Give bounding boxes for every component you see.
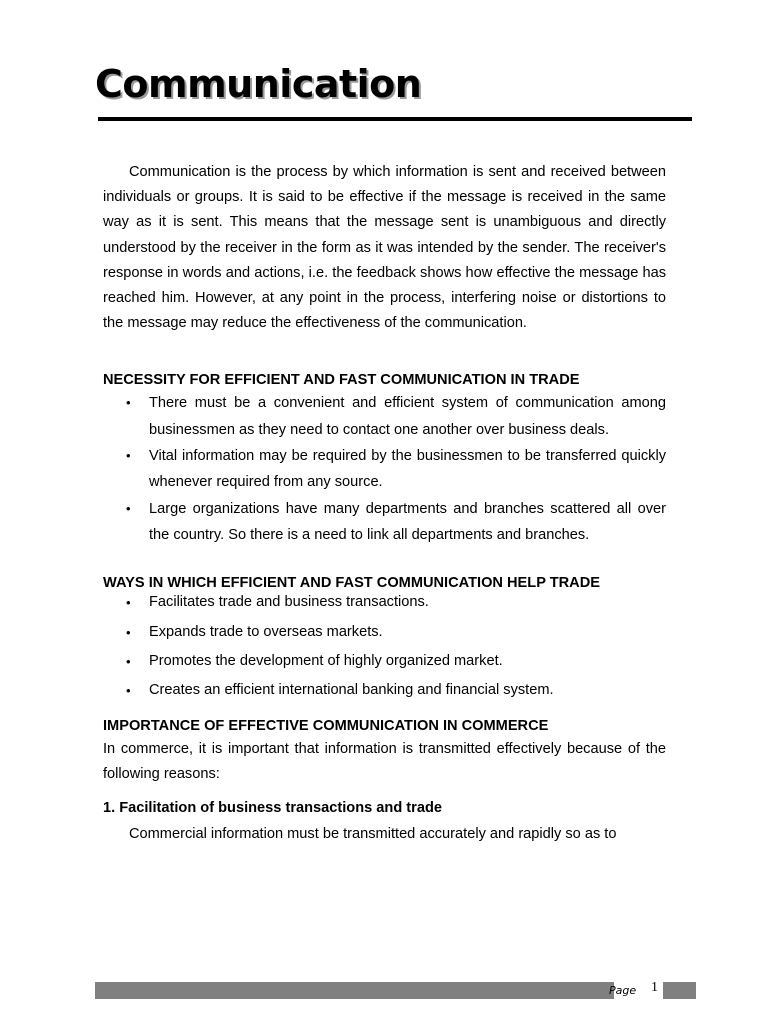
list-item (103, 681, 666, 700)
necessity-list (103, 390, 666, 548)
title-underline (98, 117, 692, 121)
importance-heading: IMPORTANCE OF EFFECTIVE COMMUNICATION IN COMMERCE (103, 718, 549, 735)
necessity-heading: NECESSITY FOR EFFICIENT AND FAST COMMUNICATION IN TRADE (103, 372, 580, 389)
facilitation-paragraph: Commercial information must be transmitted accurately and rapidly so as to (129, 826, 617, 843)
list-item (103, 496, 666, 549)
list-item-text: There must be a convenient and efficient system of communication among businessmen as they need to contact one another over business deals. (149, 395, 666, 438)
facilitation-heading: 1. Facilitation of business transactions and trade (103, 800, 442, 817)
list-item-text: Large organizations have many departments and branches scattered all over the country. So there is a need to link all departments and branches. (149, 500, 666, 543)
list-item (103, 390, 666, 443)
bullet-icon: • (126, 595, 131, 611)
document-body (103, 160, 666, 847)
page-title: Communication (95, 62, 422, 106)
list-item (103, 593, 666, 612)
importance-paragraph: In commerce, it is important that information is transmitted effectively because of the following reasons: (103, 741, 666, 783)
ways-list (103, 593, 666, 700)
list-item-text: Expands trade to overseas markets. (149, 623, 383, 640)
ways-heading: WAYS IN WHICH EFFICIENT AND FAST COMMUNICATION HELP TRADE (103, 575, 600, 592)
list-item-text: Creates an efficient international banking and financial system. (149, 682, 554, 699)
bullet-icon: • (126, 500, 131, 516)
footer-bar-end (663, 982, 696, 999)
bullet-icon: • (126, 683, 131, 699)
list-item-text: Facilitates trade and business transactions. (149, 594, 429, 611)
list-item (103, 652, 666, 671)
bullet-icon: • (126, 448, 131, 464)
bullet-icon: • (126, 653, 131, 669)
list-item-text: Promotes the development of highly organized market. (149, 652, 503, 669)
bullet-icon: • (126, 395, 131, 411)
list-item-text: Vital information may be required by the businessmen to be transferred quickly whenever required from any source. (149, 448, 666, 491)
list-item (103, 623, 666, 642)
footer-bar (95, 982, 614, 999)
page-number: 1 (651, 980, 658, 995)
bullet-icon: • (126, 624, 131, 640)
page-label: Page (609, 984, 637, 997)
list-item (103, 443, 666, 496)
intro-paragraph: Communication is the process by which information is sent and received between individuals or groups. It is said to be effective if the message is received in the same way as it is sent. This means that the message sent is unambiguous and directly understood by the receiver in the form as it was intended by the sender. The receiver's response in words and actions, i.e. the feedback shows how effective the message has reached him. However, at any point in the process, interfering noise or distortions to the message may reduce the effectiveness of the communication. (103, 164, 666, 332)
